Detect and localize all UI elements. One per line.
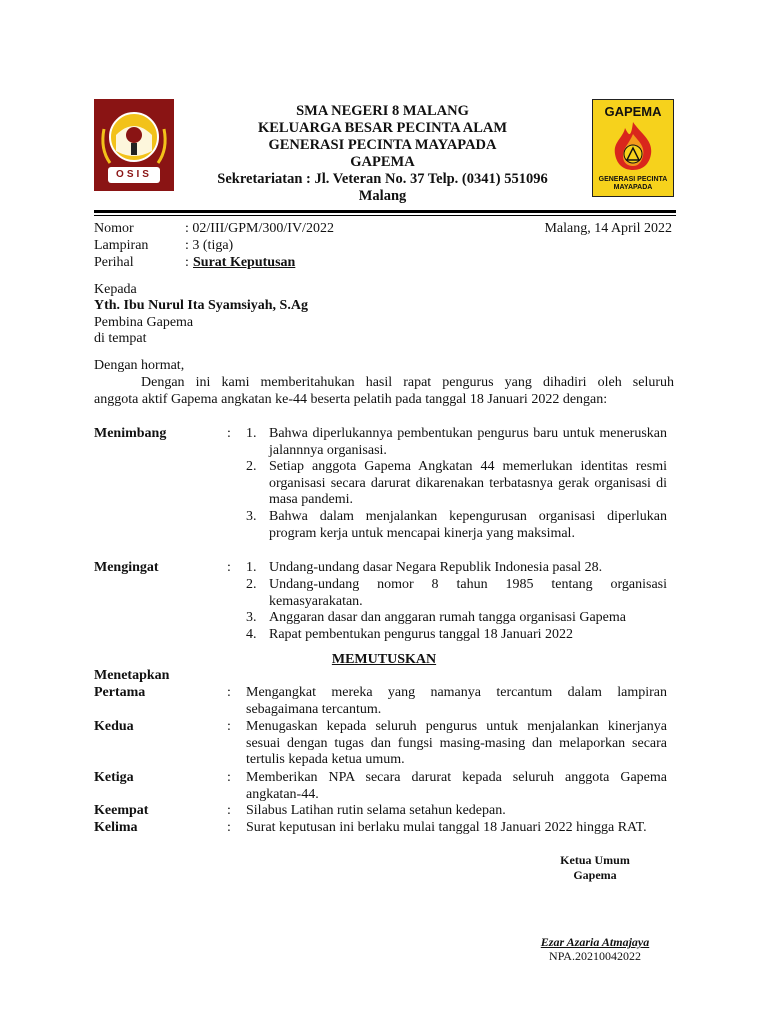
gapema-logo-caption-1: GENERASI PECINTA (598, 176, 668, 183)
recipient-place: di tempat (94, 331, 147, 346)
decision-ketiga-colon: : (227, 770, 231, 785)
decision-keempat-label: Keempat (94, 803, 149, 818)
decision-kelima-colon: : (227, 820, 231, 835)
mengingat-item-4-num: 4. (246, 627, 257, 642)
header-rule-thin (94, 215, 676, 216)
recipient-role: Pembina Gapema (94, 315, 194, 330)
menetapkan-label: Menetapkan (94, 668, 170, 683)
header-rule-thick (94, 210, 676, 213)
menimbang-item-1-text: Bahwa diperlukannya pembentukan pengurus baru untuk meneruskan jalannnya organisasi. (269, 426, 667, 458)
menimbang-item-3-text: Bahwa dalam menjalankan kepengurusan organisasi diperlukan program kerja untuk mencapai kinerja yang maksimal. (269, 509, 667, 541)
nomor-label: Nomor (94, 221, 134, 236)
mengingat-item-2-text: Undang-undang nomor 8 tahun 1985 tentang organisasi kemasyarakatan. (269, 577, 667, 609)
gapema-logo (592, 99, 674, 197)
decision-kelima-label: Kelima (94, 820, 138, 835)
menimbang-item-2-num: 2. (246, 459, 257, 474)
decision-pertama-text: Mengangkat mereka yang namanya tercantum dalam lampiran sebagaimana tercantum. (246, 685, 667, 717)
greeting: Dengan hormat, (94, 358, 185, 373)
menimbang-item-1-num: 1. (246, 426, 257, 441)
mengingat-item-1-num: 1. (246, 560, 257, 575)
decision-ketiga-text: Memberikan NPA secara darurat kepada seluruh anggota Gapema angkatan-44. (246, 770, 667, 802)
decision-keempat-colon: : (227, 803, 231, 818)
lampiran-label: Lampiran (94, 238, 149, 253)
decision-pertama-colon: : (227, 685, 231, 700)
decision-kedua-text: Menugaskan kepada seluruh pengurus untuk menjalankan kinerjanya sesuai dengan tugas dan fungsi masing-masing dan melaporkan secara tertulis kepada ketua umum. (246, 719, 667, 767)
mengingat-item-2-num: 2. (246, 577, 257, 592)
flame-icon (607, 120, 659, 172)
decision-keempat-text: Silabus Latihan rutin selama setahun kedepan. (246, 803, 506, 818)
decision-title: MEMUTUSKAN (331, 652, 437, 667)
lampiran-value: : 3 (tiga) (185, 238, 234, 253)
signature-name: Ezar Azaria Atmajaya (540, 935, 650, 949)
menimbang-item-2-text: Setiap anggota Gapema Angkatan 44 memerlukan identitas resmi organisasi secara darurat dikarenakan terbatasnya gerak organisasi di masa pandemi. (269, 459, 667, 507)
decision-kedua-colon: : (227, 719, 231, 734)
signature-title-1: Ketua Umum (560, 853, 630, 867)
menimbang-label: Menimbang (94, 426, 167, 441)
decision-kelima-text: Surat keputusan ini berlaku mulai tanggal 18 Januari 2022 hingga RAT. (246, 820, 647, 835)
decision-kedua-label: Kedua (94, 719, 134, 734)
opening-line-1: Dengan ini kami memberitahukan hasil rapat pengurus yang dihadiri oleh seluruh (141, 375, 674, 390)
menimbang-item-3-num: 3. (246, 509, 257, 524)
mengingat-item-3-text: Anggaran dasar dan anggaran rumah tangga organisasi Gapema (269, 610, 626, 625)
recipient-kepada: Kepada (94, 282, 137, 297)
letterhead-acronym: GAPEMA (350, 154, 415, 170)
signature-npa: NPA.20210042022 (549, 949, 641, 963)
letterhead-organization: GENERASI PECINTA MAYAPADA (268, 137, 497, 153)
osis-logo-text: OSIS (116, 169, 152, 180)
letterhead-city: Malang (358, 188, 407, 204)
letterhead-school: SMA NEGERI 8 MALANG (296, 103, 469, 119)
signature-title-2: Gapema (573, 868, 617, 882)
gapema-logo-title: GAPEMA (604, 104, 662, 119)
letterhead-family: KELUARGA BESAR PECINTA ALAM (257, 120, 508, 136)
mengingat-item-4-text: Rapat pembentukan pengurus tanggal 18 Januari 2022 (269, 627, 574, 642)
perihal-label: Perihal (94, 255, 134, 270)
letterhead-address: Sekretariatan : Jl. Veteran No. 37 Telp. (0341) 551096 (217, 171, 548, 187)
menimbang-colon: : (227, 426, 231, 441)
decision-pertama-label: Pertama (94, 685, 146, 700)
perihal-colon: : (185, 255, 189, 270)
mengingat-item-1-text: Undang-undang dasar Negara Republik Indonesia pasal 28. (269, 560, 603, 575)
gapema-logo-caption-2: MAYAPADA (613, 184, 653, 191)
nomor-value: : 02/III/GPM/300/IV/2022 (185, 221, 334, 236)
recipient-name: Yth. Ibu Nurul Ita Syamsiyah, S.Ag (94, 298, 308, 313)
mengingat-item-3-num: 3. (246, 610, 257, 625)
decision-ketiga-label: Ketiga (94, 770, 134, 785)
letter-date: Malang, 14 April 2022 (544, 221, 672, 236)
perihal-value: Surat Keputusan (193, 255, 296, 270)
mengingat-colon: : (227, 560, 231, 575)
osis-logo (94, 99, 174, 191)
opening-line-2: anggota aktif Gapema angkatan ke-44 beserta pelatih pada tanggal 18 Januari 2022 dengan: (94, 392, 608, 407)
mengingat-label: Mengingat (94, 560, 159, 575)
